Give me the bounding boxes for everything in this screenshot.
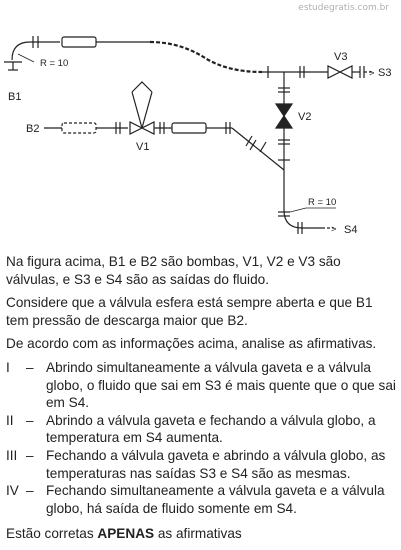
statement-dash: – <box>26 483 34 499</box>
statement-item <box>6 482 396 517</box>
final-prompt <box>6 525 396 543</box>
statement-dash: – <box>26 447 34 463</box>
upper-flex-hose <box>150 42 262 72</box>
v1-actuator <box>132 82 152 128</box>
b1-label: B1 <box>8 91 22 103</box>
statement-list <box>6 359 396 517</box>
lower-pipe-left <box>62 123 96 133</box>
final-emphasis: APENAS <box>97 526 155 542</box>
statement-text: Abrindo a válvula gaveta e fechando a válvula globo, a temperatura em S4 aumenta. <box>46 412 376 446</box>
statement-number: I <box>6 359 10 375</box>
statement-number: III <box>6 447 18 463</box>
paragraph-1: Na figura acima, B1 e B2 são bombas, V1, V2 e V3 são válvulas, e S3 e S4 são as saídas do fluido. <box>6 254 341 287</box>
bottom-elbow <box>284 210 322 228</box>
v2-label: V2 <box>298 111 312 123</box>
final-suffix: as afirmativas <box>154 526 242 542</box>
statement-item <box>6 447 396 482</box>
statement-number: IV <box>6 483 19 499</box>
statement-text: Abrindo simultaneamente a válvula gaveta e a válvula globo, o fluido que sai em S3 é mais quente que o que sai em S4. <box>46 359 396 411</box>
v2-valve <box>276 104 292 128</box>
lower-pipe-right <box>172 123 206 133</box>
statement-dash: – <box>26 412 34 428</box>
s4-label: S4 <box>344 224 358 236</box>
statement-item <box>6 412 396 447</box>
statement-text: Fechando a válvula gaveta e abrindo a válvula globo, as temperaturas nas saídas S3 e S4 são as mesmas. <box>46 447 386 481</box>
statement-number: II <box>6 412 14 428</box>
watermark: estudegratis.com.br <box>298 3 389 13</box>
b2-label: B2 <box>26 123 40 135</box>
s4-outlet-arrow: > <box>331 224 337 235</box>
radius-bottom-label: R = 10 <box>308 197 337 208</box>
final-prefix: Estão corretas <box>6 526 98 542</box>
paragraph-2: Considere que a válvula esfera está sempre aberta e que B1 tem pressão de descarga maior que B2. <box>6 295 373 328</box>
s3-label: S3 <box>378 67 392 79</box>
v3-valve <box>328 66 352 78</box>
lower-diagonal-pipe <box>232 128 284 170</box>
piping-diagram <box>0 0 401 250</box>
statement-text: Fechando simultaneamente a válvula gaveta e a válvula globo, há saída de fluido somente em S4. <box>46 483 385 516</box>
question-text <box>6 253 396 549</box>
upper-pipe-section <box>62 37 96 47</box>
statement-item <box>6 359 396 412</box>
radius-top-label: R = 10 <box>40 58 69 69</box>
statement-dash: – <box>26 359 34 375</box>
v1-label: V1 <box>136 141 150 153</box>
s3-outlet-arrow: > <box>369 68 375 79</box>
paragraph-3: De acordo com as informações acima, analise as afirmativas. <box>6 336 377 352</box>
v3-label: V3 <box>334 51 348 63</box>
